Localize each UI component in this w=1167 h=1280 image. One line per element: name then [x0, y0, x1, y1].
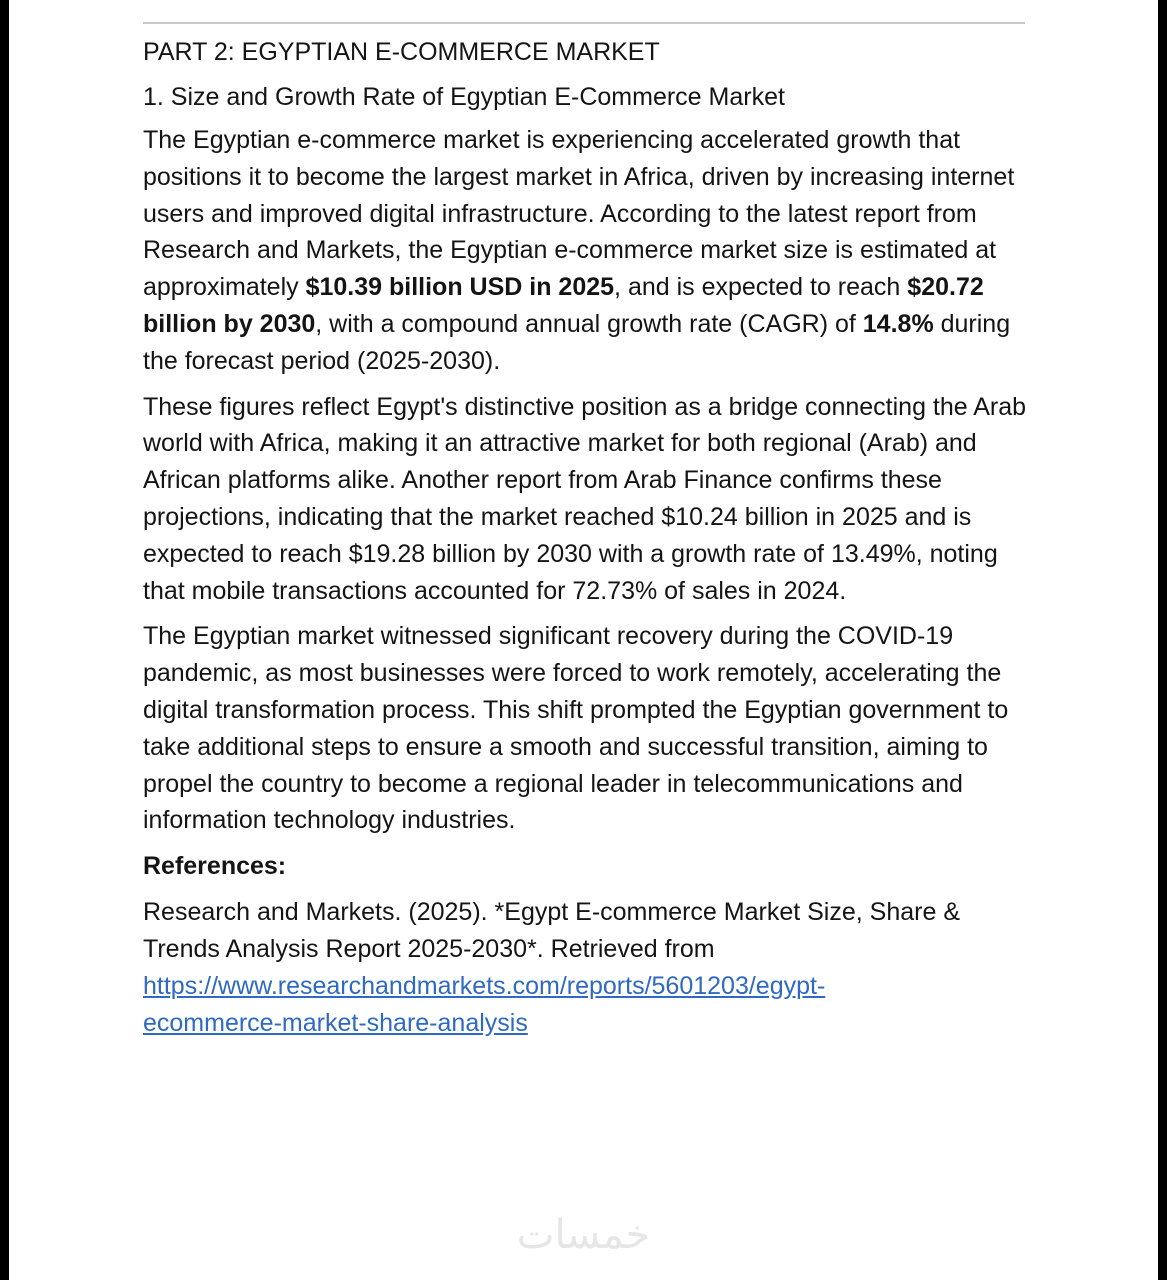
reference-link-line2[interactable]: ecommerce-market-share-analysis: [143, 1008, 528, 1037]
watermark-logo: خمسات: [516, 1212, 651, 1258]
bold-figure-2030: $20.72 billion by 2030: [143, 273, 984, 338]
document-page: [9, 0, 1158, 1280]
reference-citation: Research and Markets. (2025). *Egypt E-commerce Market Size, Share & Trends Analysis Report 2025-2030*. Retrieved from: [143, 898, 960, 963]
paragraph-market-size: [143, 122, 1043, 380]
part-title: PART 2: EGYPTIAN E-COMMERCE MARKET: [143, 38, 660, 66]
top-divider: [143, 22, 1025, 24]
document-content: [143, 34, 1043, 1041]
section-title: 1. Size and Growth Rate of Egyptian E-Commerce Market: [143, 83, 785, 111]
paragraph-text: The Egyptian e-commerce market is experiencing accelerated growth that positions it to become the largest market in Africa, driven by increasing internet users and improved digital infrastructure. According to the latest report from Research and Markets, the Egyptian e-commerce market size is estimated at approximately: [143, 126, 1015, 302]
reference-link-line1[interactable]: https://www.researchandmarkets.com/reports/5601203/egypt-: [143, 971, 826, 1000]
paragraph-covid-recovery: The Egyptian market witnessed significant recovery during the COVID-19 pandemic, as most businesses were forced to work remotely, accelerating the digital transformation process. This shift prompted the Egyptian government to take additional steps to ensure a smooth and successful transition, aiming to propel the country to become a regional leader in telecommunications and information technology industries.: [143, 622, 1009, 835]
paragraph-text: , with a compound annual growth rate (CAGR) of: [315, 309, 863, 338]
bold-figure-2025: $10.39 billion USD in 2025: [305, 273, 615, 302]
reference-entry: [143, 894, 1043, 1041]
bold-figure-cagr: 14.8%: [862, 309, 934, 338]
paragraph-text: during the forecast period (2025-2030).: [143, 309, 1011, 375]
references-heading: References:: [143, 852, 287, 881]
paragraph-text: , and is expected to reach: [614, 273, 908, 302]
reference-link[interactable]: [143, 972, 825, 1037]
paragraph-regional-position: These figures reflect Egypt's distinctive position as a bridge connecting the Arab world with Africa, making it an attractive market for both regional (Arab) and African platforms alike. Another report from Arab Finance confirms these projections, indicating that the market reached $10.24 billion in 2025 and is expected to reach $19.28 billion by 2030 with a growth rate of 13.49%, noting that mobile transactions accounted for 72.73% of sales in 2024.: [143, 392, 1027, 605]
